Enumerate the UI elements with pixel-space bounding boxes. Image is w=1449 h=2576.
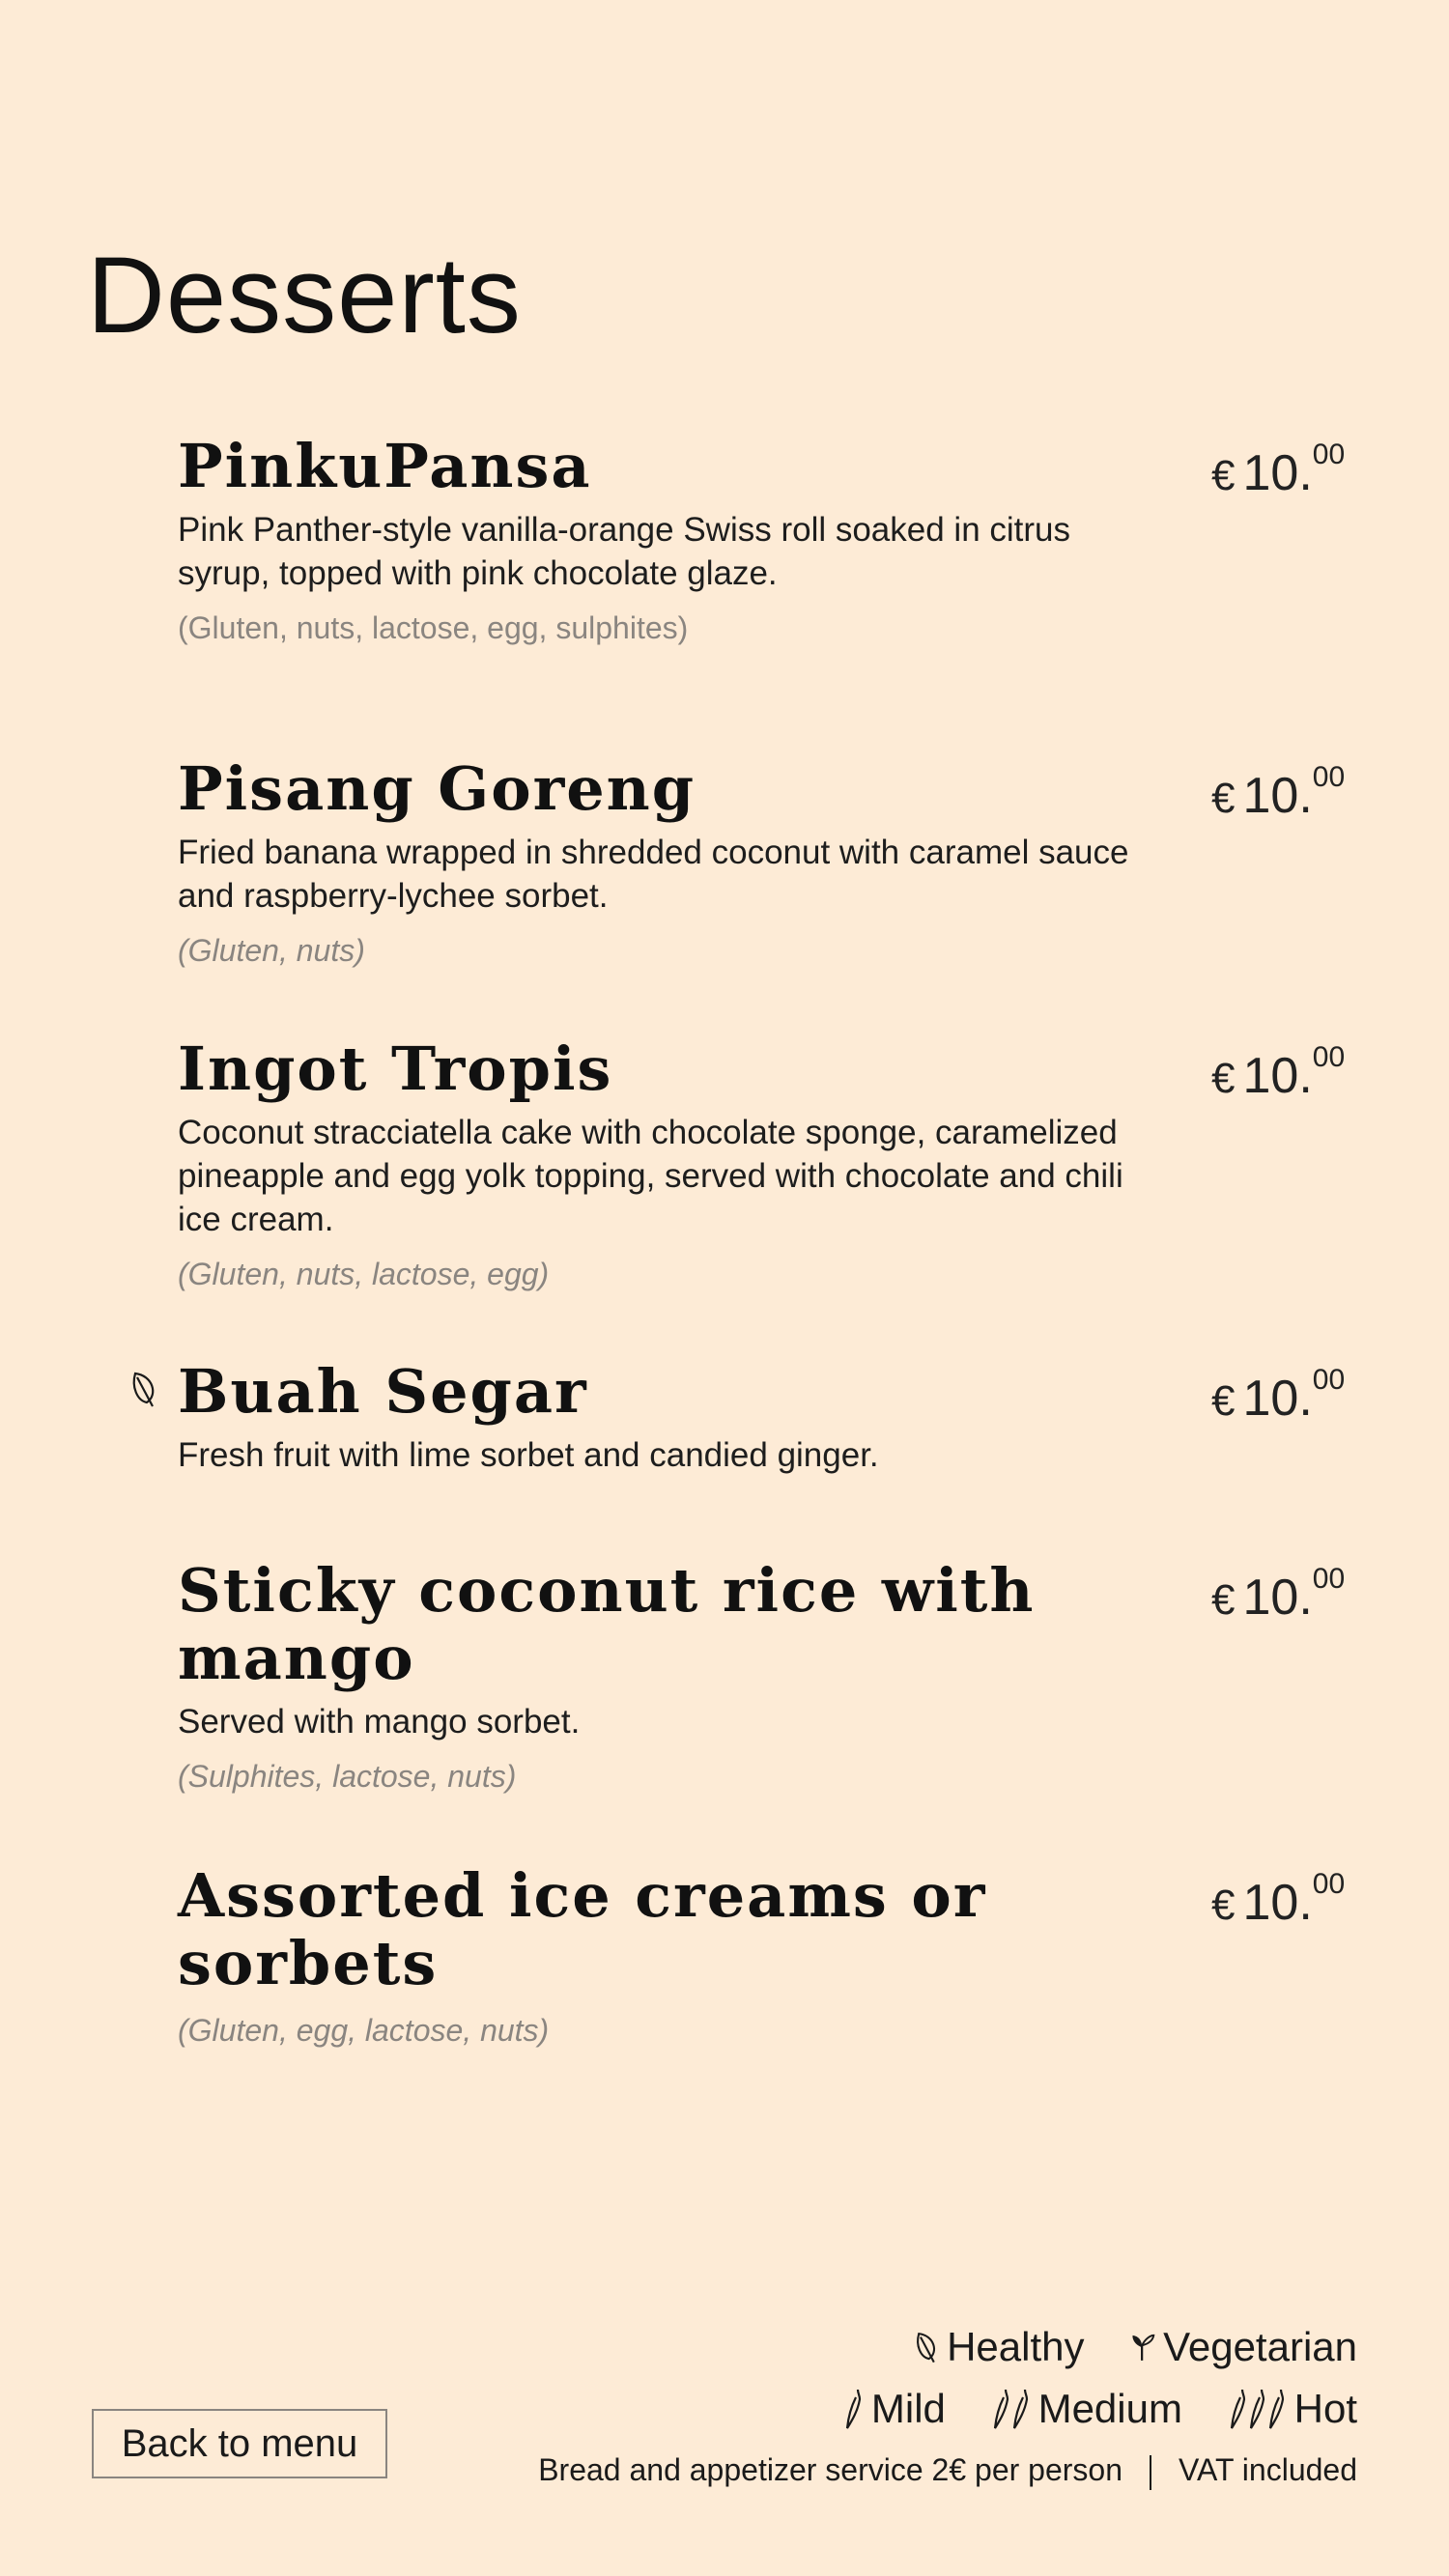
legend xyxy=(538,2318,1357,2494)
menu-item-price xyxy=(1211,761,1346,824)
menu-item-price xyxy=(1211,439,1346,501)
price-main: 10. xyxy=(1242,1570,1313,1626)
price-cents: 00 xyxy=(1312,1041,1346,1073)
legend-footnote xyxy=(538,2446,1357,2494)
legend-mild-label: Mild xyxy=(870,2386,946,2431)
menu-item-sticky-coconut-rice xyxy=(178,1557,1356,1796)
legend-hot-label: Hot xyxy=(1293,2386,1357,2431)
menu-item-price xyxy=(1211,1041,1346,1104)
menu-item-allergens: (Gluten, nuts) xyxy=(178,933,365,968)
menu-item-description: Coconut stracciatella cake with chocolate sponge, caramelized pineapple and egg yolk topping, served with chocolate and chili ice cream. xyxy=(178,1114,1123,1238)
price-cents: 00 xyxy=(1312,1364,1346,1396)
chili-icon xyxy=(1229,2388,1287,2430)
price-main: 10. xyxy=(1242,1875,1313,1931)
legend-vegetarian-label: Vegetarian xyxy=(1163,2324,1357,2369)
legend-hot xyxy=(1229,2380,1357,2438)
price-currency: € xyxy=(1211,1576,1236,1624)
menu-item-description: Served with mango sorbet. xyxy=(178,1703,581,1741)
menu-item-buah-segar xyxy=(178,1358,1356,1477)
vat-note: VAT included xyxy=(1179,2452,1357,2487)
price-cents: 00 xyxy=(1312,439,1346,470)
footnote-divider xyxy=(1150,2455,1151,2490)
menu-item-price xyxy=(1211,1364,1346,1427)
menu-item-price xyxy=(1211,1563,1346,1626)
menu-item-description: Fried banana wrapped in shredded coconut with caramel sauce and raspberry-lychee sorbet. xyxy=(178,834,1129,915)
price-main: 10. xyxy=(1242,445,1313,501)
chili-icon xyxy=(992,2388,1031,2430)
price-currency: € xyxy=(1211,1377,1236,1425)
back-to-menu-button[interactable]: Back to menu xyxy=(92,2409,387,2478)
menu-item-name: Sticky coconut rice with mango xyxy=(178,1555,1036,1693)
legend-spice-row xyxy=(538,2380,1357,2446)
chili-icon xyxy=(844,2388,864,2430)
menu-item-pisang-goreng xyxy=(178,755,1356,970)
menu-item-name: Buah Segar xyxy=(178,1356,588,1427)
legend-medium xyxy=(992,2380,1182,2438)
menu-item-description: Pink Panther-style vanilla-orange Swiss roll soaked in citrus syrup, topped with pink chocolate glaze. xyxy=(178,511,1071,592)
legend-mild xyxy=(844,2380,946,2438)
menu-item-ingot-tropis xyxy=(178,1035,1356,1293)
price-currency: € xyxy=(1211,1882,1236,1929)
bread-service-note: Bread and appetizer service 2€ per person xyxy=(538,2452,1122,2487)
price-cents: 00 xyxy=(1312,1563,1346,1595)
price-currency: € xyxy=(1211,452,1236,499)
menu-item-description: Fresh fruit with lime sorbet and candied ginger. xyxy=(178,1436,879,1474)
menu-item-allergens: (Gluten, egg, lactose, nuts) xyxy=(178,2013,550,2048)
price-currency: € xyxy=(1211,1055,1236,1102)
price-cents: 00 xyxy=(1312,1868,1346,1900)
legend-vegetarian xyxy=(1130,2318,1357,2376)
legend-diet-row xyxy=(538,2318,1357,2380)
price-currency: € xyxy=(1211,775,1236,822)
sprout-icon xyxy=(1130,2330,1155,2364)
menu-item-allergens: (Gluten, nuts, lactose, egg) xyxy=(178,1257,550,1291)
menu-item-name: Ingot Tropis xyxy=(178,1033,613,1104)
menu-item-assorted-ice-creams xyxy=(178,1862,1356,2050)
legend-healthy-label: Healthy xyxy=(947,2324,1085,2369)
menu-item-allergens: (Sulphites, lactose, nuts) xyxy=(178,1759,517,1794)
menu-item-name: Pisang Goreng xyxy=(178,753,696,824)
leaf-icon xyxy=(129,1370,158,1408)
menu-item-name: PinkuPansa xyxy=(178,431,592,501)
price-main: 10. xyxy=(1242,1371,1313,1427)
price-main: 10. xyxy=(1242,768,1313,824)
price-main: 10. xyxy=(1242,1048,1313,1104)
menu-item-pinkupansa xyxy=(178,433,1356,647)
menu-item-name: Assorted ice creams or sorbets xyxy=(178,1860,987,1998)
page-title: Desserts xyxy=(87,235,522,356)
leaf-icon xyxy=(914,2330,939,2364)
menu-item-price xyxy=(1211,1868,1346,1931)
menu-item-allergens: (Gluten, nuts, lactose, egg, sulphites) xyxy=(178,610,689,645)
legend-medium-label: Medium xyxy=(1037,2386,1182,2431)
price-cents: 00 xyxy=(1312,761,1346,793)
legend-healthy xyxy=(914,2318,1084,2376)
